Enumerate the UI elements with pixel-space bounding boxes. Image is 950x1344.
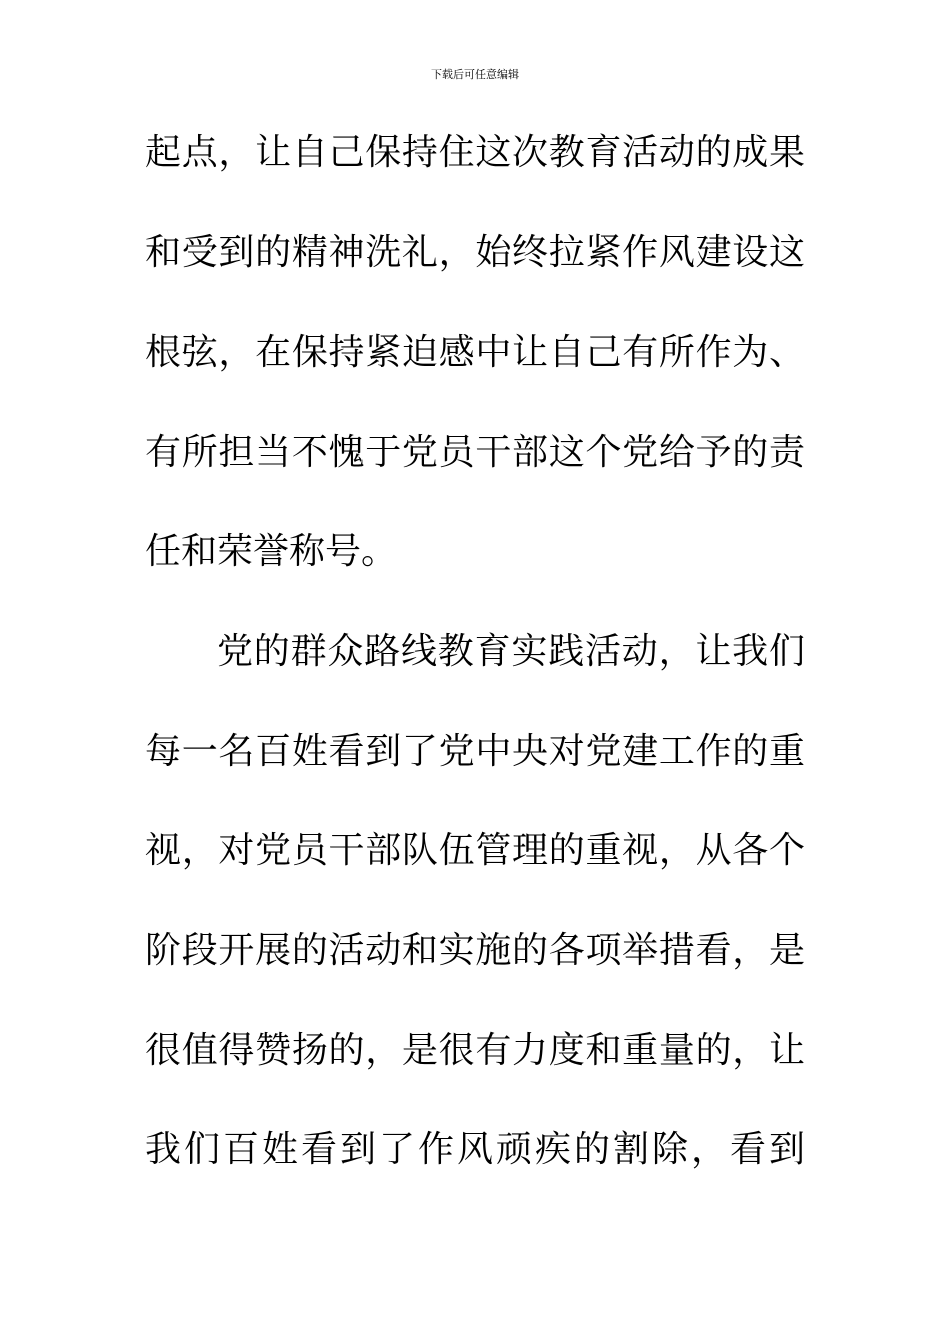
- paragraph-first-line: 党的群众路线教育实践活动，让我们: [217, 631, 805, 672]
- page-header: 下载后可任意编辑: [431, 68, 519, 81]
- paragraph-line: 每一名百姓看到了党中央对党建工作的重: [145, 731, 805, 772]
- paragraph-line: 和受到的精神洗礼，始终拉紧作风建设这: [145, 232, 805, 273]
- paragraph-line: 阶段开展的活动和实施的各项举措看，是: [145, 930, 805, 971]
- paragraph-line: 任和荣誉称号。: [145, 531, 398, 572]
- paragraph-line: 我们百姓看到了作风顽疾的割除，看到: [145, 1129, 805, 1170]
- paragraph-line: 有所担当不愧于党员干部这个党给予的责: [145, 432, 805, 473]
- paragraph-line: 起点，让自己保持住这次教育活动的成果: [145, 132, 805, 173]
- paragraph-line: 很值得赞扬的，是很有力度和重量的，让: [145, 1030, 805, 1071]
- paragraph-line: 视，对党员干部队伍管理的重视，从各个: [145, 830, 805, 871]
- paragraph-line: 根弦，在保持紧迫感中让自己有所作为、: [145, 332, 805, 373]
